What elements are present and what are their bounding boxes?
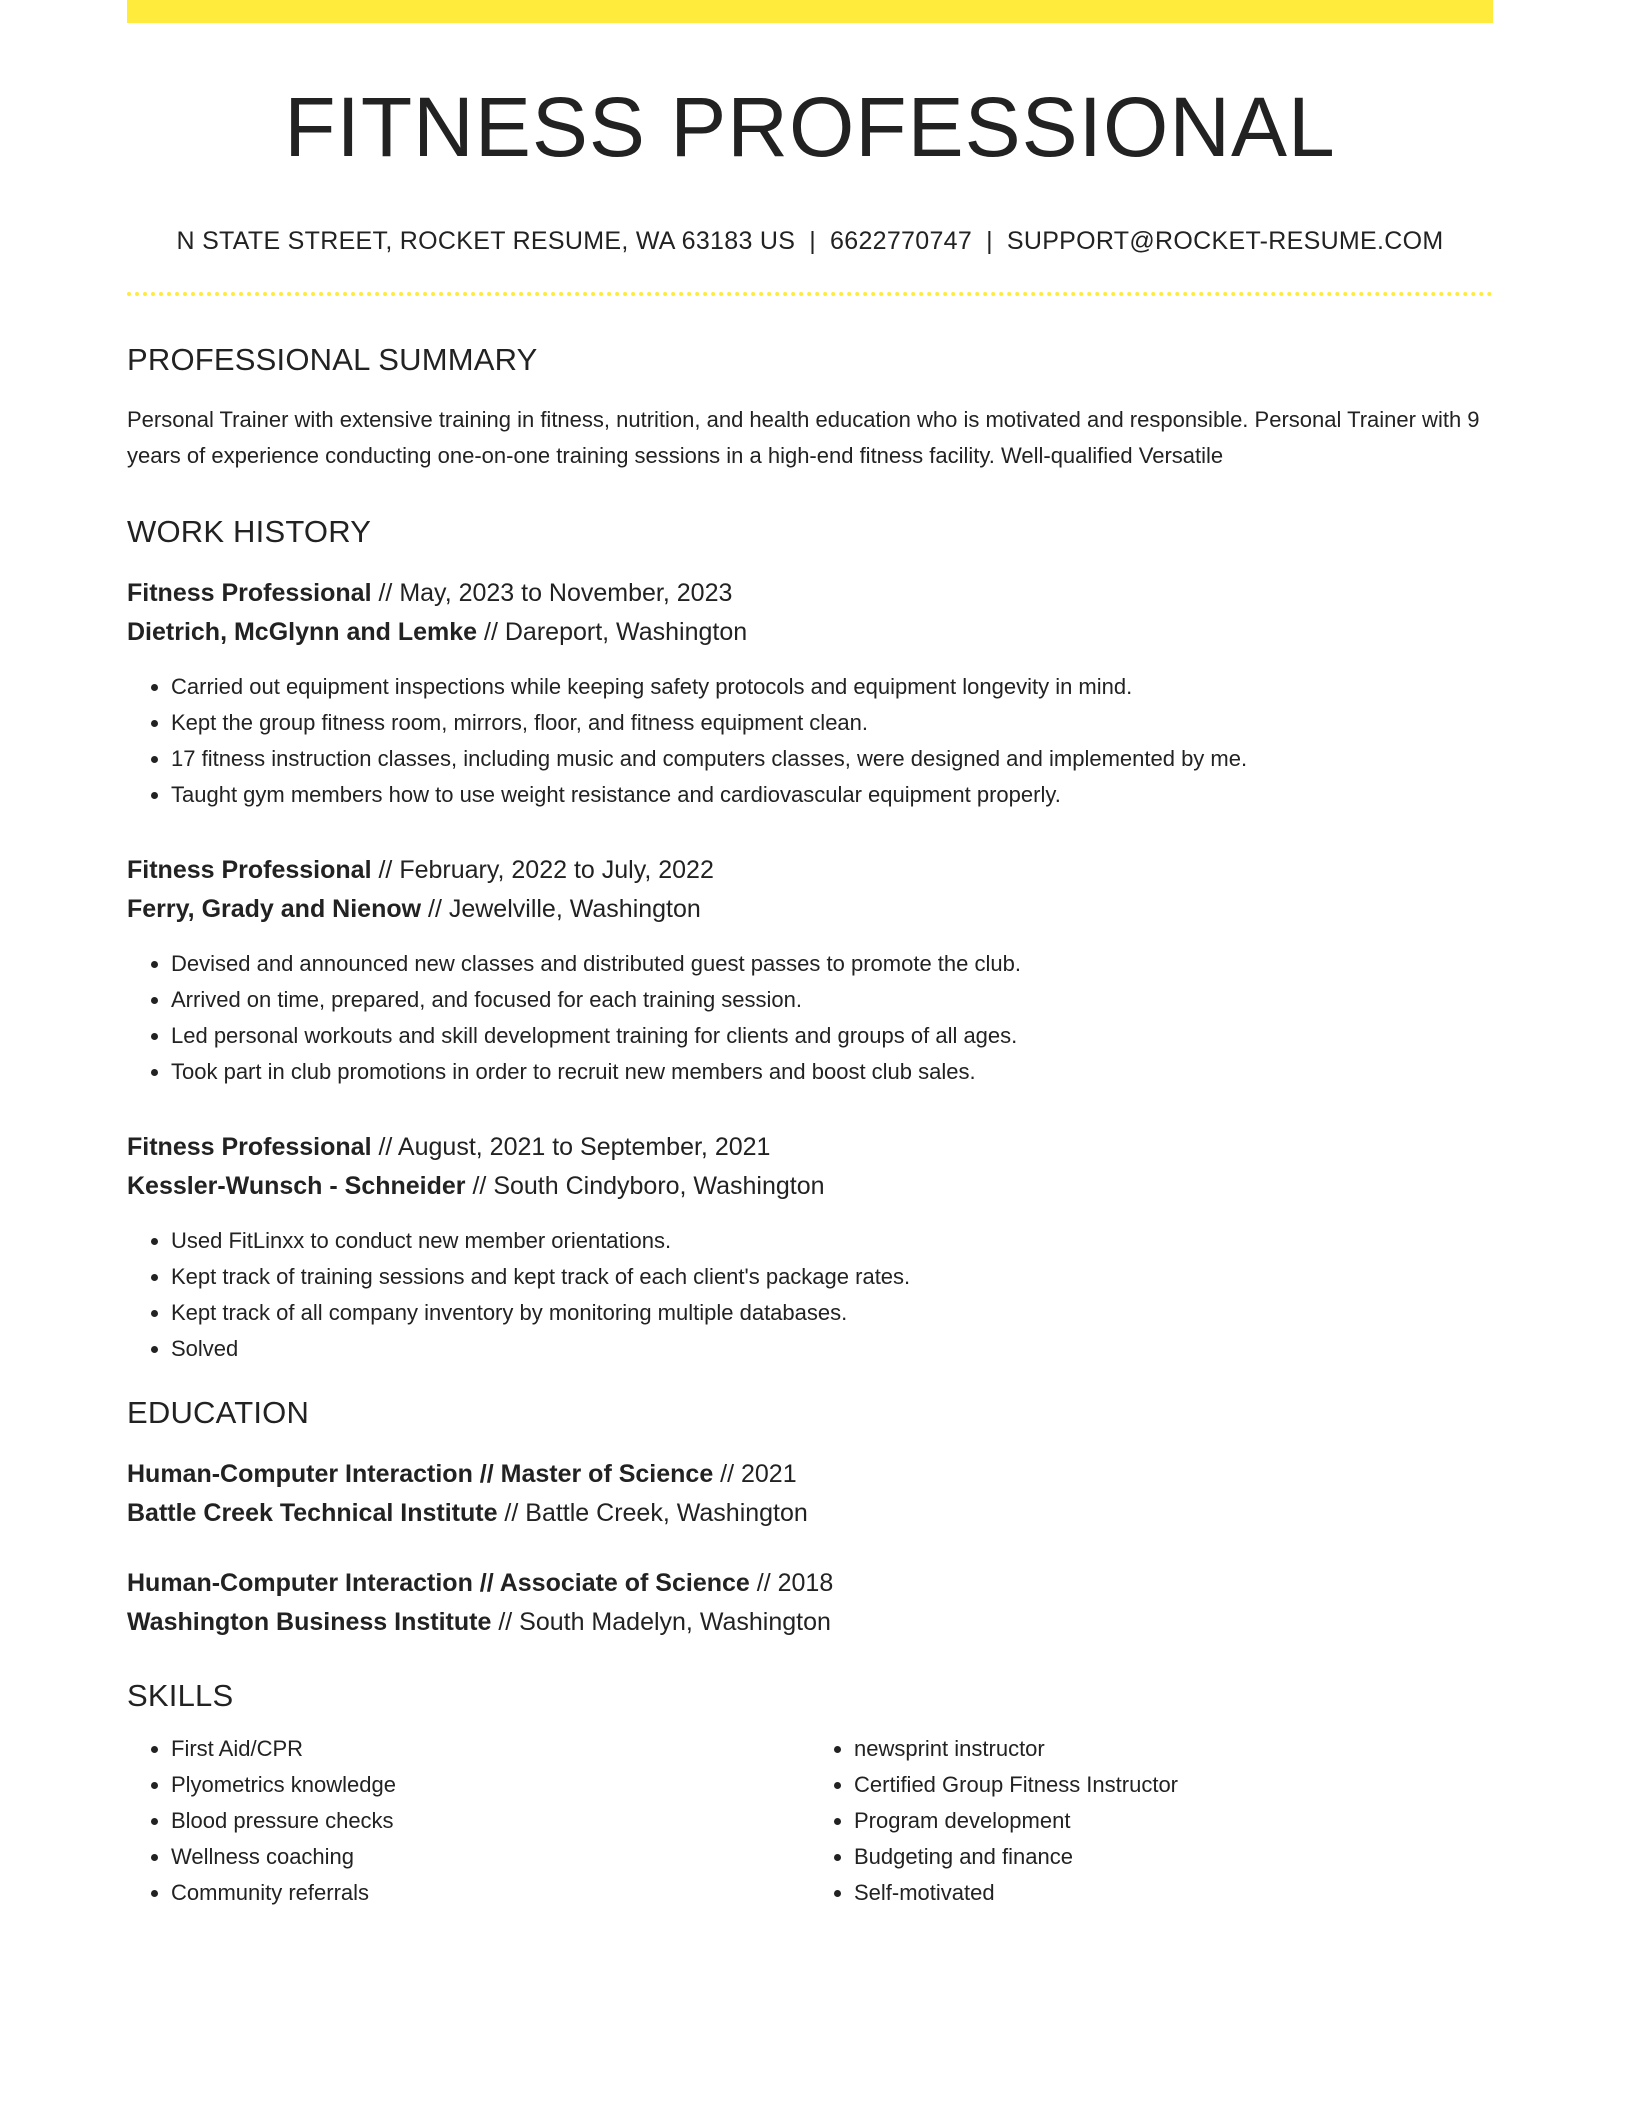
work-history-heading: WORK HISTORY [127, 514, 372, 550]
job-bullet: • 17 fitness instruction classes, including music and computers classes, were designed and implemented by me. [171, 741, 1493, 777]
education-school: Washington Business Institute [127, 1608, 492, 1637]
job-entry [127, 1128, 1493, 1367]
contact-address: N STATE STREET, ROCKET RESUME, WA 63183 US [176, 227, 796, 256]
resume-name: FITNESS PROFESSIONAL [284, 80, 1336, 174]
job-bullet: • Arrived on time, prepared, and focused for each training session. [171, 982, 1493, 1018]
job-bullet: • Devised and announced new classes and distributed guest passes to promote the club. [171, 946, 1493, 982]
job-location: // Jewelville, Washington [421, 895, 701, 924]
job-bullet: • Carried out equipment inspections while keeping safety protocols and equipment longevity in mind. [171, 669, 1493, 705]
job-role-line [127, 574, 1493, 613]
education-school: Battle Creek Technical Institute [127, 1499, 498, 1528]
contact-email: SUPPORT@ROCKET-RESUME.COM [1006, 227, 1444, 256]
job-location: // South Cindyboro, Washington [465, 1172, 825, 1201]
education-heading: EDUCATION [127, 1395, 310, 1431]
skill-item: • Wellness coaching [171, 1839, 810, 1875]
skill-item: • Blood pressure checks [171, 1803, 810, 1839]
education-school-line [127, 1603, 1493, 1642]
skill-item: • Certified Group Fitness Instructor [854, 1767, 1493, 1803]
skill-item: • Self-motivated [854, 1875, 1493, 1911]
education-school-line [127, 1494, 1493, 1533]
summary-text: Personal Trainer with extensive training in fitness, nutrition, and health education who is motivated and responsible. Personal Trainer with 9 years of experience conducting one-on-one training sessions in a high-end fitness facility. Well-qualified Versatile [127, 407, 1480, 469]
skill-item: • Plyometrics knowledge [171, 1767, 810, 1803]
skills-column-right [810, 1731, 1493, 1911]
job-dates: // February, 2022 to July, 2022 [371, 856, 714, 885]
accent-bar [127, 0, 1493, 23]
job-entry [127, 574, 1493, 813]
job-role: Fitness Professional [127, 856, 372, 885]
job-bullet: • Kept track of all company inventory by monitoring multiple databases. [171, 1295, 1493, 1331]
education-degree: Human-Computer Interaction // Associate of Science [127, 1569, 750, 1598]
job-bullet: • Kept the group fitness room, mirrors, floor, and fitness equipment clean. [171, 705, 1493, 741]
job-bullet: • Kept track of training sessions and kept track of each client's package rates. [171, 1259, 1493, 1295]
education-year: // 2021 [713, 1460, 797, 1489]
job-dates: // August, 2021 to September, 2021 [371, 1133, 771, 1162]
contact-phone: 6622770747 [830, 227, 973, 256]
job-role-line [127, 851, 1493, 890]
job-bullets [127, 946, 1493, 1090]
job-company: Ferry, Grady and Nienow [127, 895, 422, 924]
education-entry [127, 1564, 1493, 1642]
contact-separator: | [986, 227, 993, 256]
resume-page [127, 0, 1493, 1911]
job-entry [127, 851, 1493, 1090]
education-degree-line [127, 1455, 1493, 1494]
education-year: // 2018 [749, 1569, 834, 1598]
job-company-line [127, 1167, 1493, 1206]
skills-grid [127, 1731, 1493, 1911]
job-bullet: • Used FitLinxx to conduct new member orientations. [171, 1223, 1493, 1259]
education-location: // Battle Creek, Washington [497, 1499, 808, 1528]
job-bullet: • Solved [171, 1331, 1493, 1367]
skill-item: • newsprint instructor [854, 1731, 1493, 1767]
job-company: Dietrich, McGlynn and Lemke [127, 618, 478, 647]
job-bullets [127, 1223, 1493, 1367]
job-location: // Dareport, Washington [477, 618, 748, 647]
skill-item: • Budgeting and finance [854, 1839, 1493, 1875]
contact-separator: | [809, 227, 817, 256]
contact-line [127, 227, 1493, 256]
dotted-divider [127, 292, 1493, 296]
education-entry [127, 1455, 1493, 1533]
job-bullets [127, 669, 1493, 813]
skill-item: • First Aid/CPR [171, 1731, 810, 1767]
education-location: // South Madelyn, Washington [491, 1608, 831, 1637]
job-company: Kessler-Wunsch - Schneider [127, 1172, 466, 1201]
skill-item: • Community referrals [171, 1875, 810, 1911]
skill-item: • Program development [854, 1803, 1493, 1839]
job-bullet: • Led personal workouts and skill development training for clients and groups of all ages. [171, 1018, 1493, 1054]
summary-heading: PROFESSIONAL SUMMARY [127, 342, 538, 378]
skills-heading: SKILLS [127, 1678, 234, 1714]
job-role: Fitness Professional [127, 1133, 372, 1162]
education-degree-line [127, 1564, 1493, 1603]
job-dates: // May, 2023 to November, 2023 [371, 579, 733, 608]
job-role: Fitness Professional [127, 579, 372, 608]
job-company-line [127, 613, 1493, 652]
job-bullet: • Took part in club promotions in order to recruit new members and boost club sales. [171, 1054, 1493, 1090]
education-degree: Human-Computer Interaction // Master of Science [127, 1460, 714, 1489]
job-role-line [127, 1128, 1493, 1167]
job-company-line [127, 890, 1493, 929]
job-bullet: • Taught gym members how to use weight resistance and cardiovascular equipment properly. [171, 777, 1493, 813]
skills-column-left [127, 1731, 810, 1911]
